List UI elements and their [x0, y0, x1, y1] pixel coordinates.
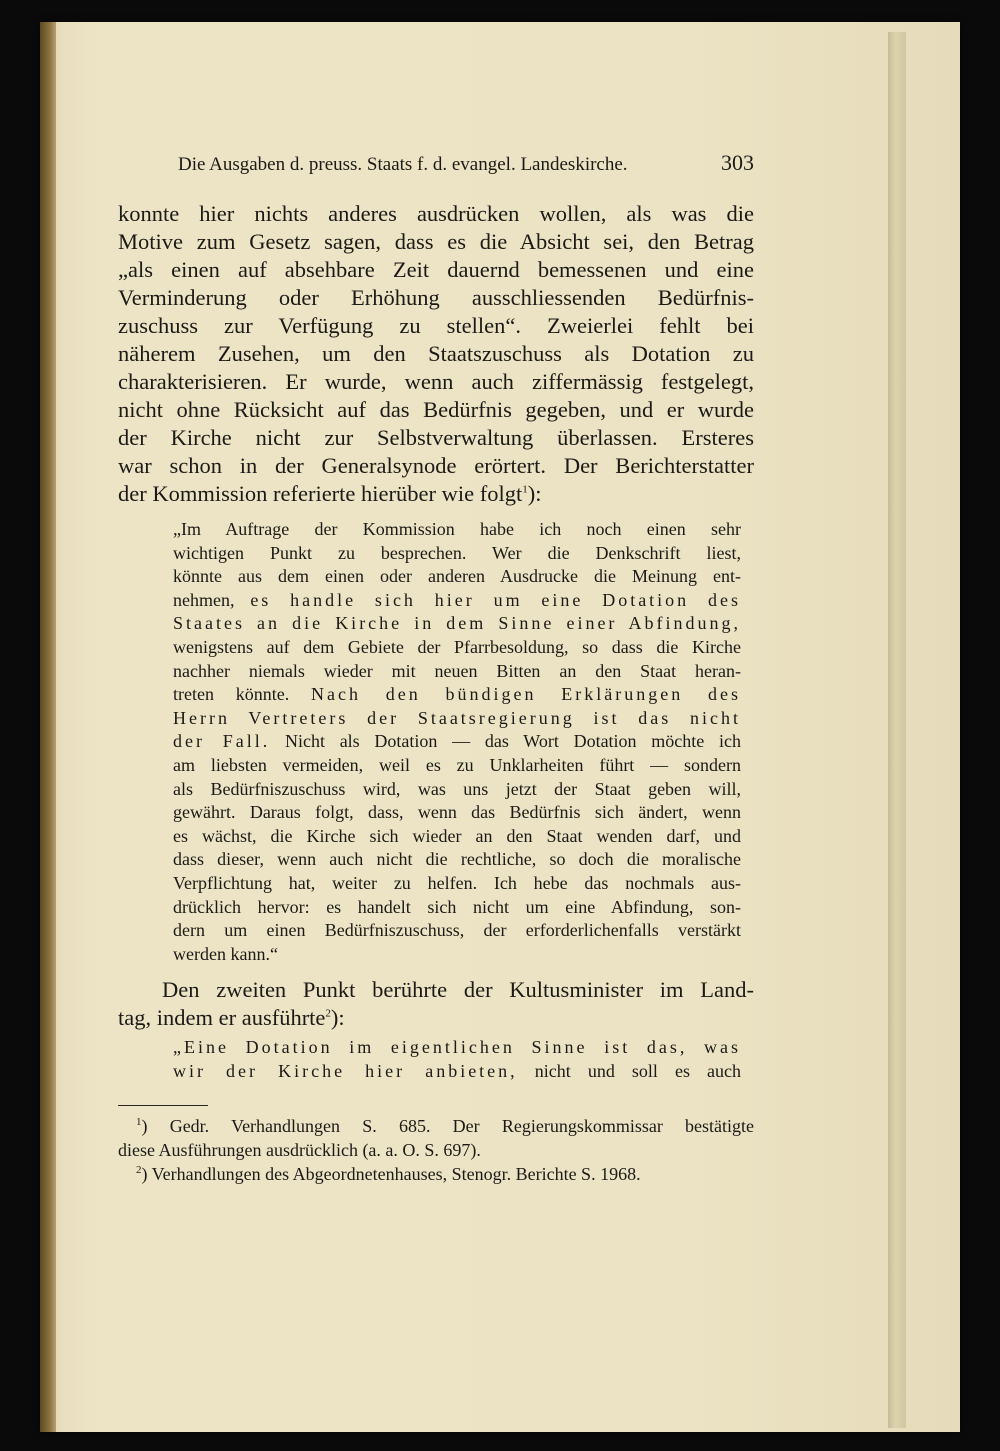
footnote-text: ) Verhandlungen des Abgeordnetenhauses, Stenogr. Berichte S. 1968. — [141, 1164, 641, 1185]
page-text-block — [118, 150, 754, 1186]
book-spine-edge — [40, 22, 56, 1432]
paragraph-line: konnte hier nichts anderes ausdrücken wollen, als was die — [118, 201, 754, 226]
quote-line: dass dieser, wenn auch nicht die rechtliche, so doch die moralische — [173, 849, 741, 870]
spaced-emphasis: es handle sich hier um eine Dotation des — [250, 589, 742, 610]
paragraph-line: Den zweiten Punkt berührte der Kultusminister im Land- — [162, 977, 754, 1003]
quote-text: treten könnte. — [173, 684, 290, 705]
paragraph-line: war schon in der Generalsynode erörtert. Der Berichterstatter — [118, 453, 754, 478]
quote-line: dern um einen Bedürfniszuschuss, der erforderlichenfalls verstärkt — [173, 920, 741, 941]
paragraph-line: Verminderung oder Erhöhung ausschliessenden Bedürfnis- — [118, 285, 754, 310]
quote-line — [173, 589, 741, 613]
footnote-marker: 2 — [136, 1164, 142, 1177]
quote-line: Verpflichtung hat, weiter zu helfen. Ich hebe das nochmals aus- — [173, 872, 741, 893]
block-quote-2 — [173, 1036, 741, 1083]
running-head — [178, 150, 754, 182]
quote-line: am liebsten vermeiden, weil es zu Unklarheiten führt — sondern — [173, 754, 741, 775]
quote-line: „Eine Dotation im eigentlichen Sinne ist das, was — [173, 1037, 741, 1058]
paragraph-line: nicht ohne Rücksicht auf das Bedürfnis gegeben, und er wurde — [118, 397, 754, 422]
spaced-emphasis: der Fall. — [173, 731, 271, 752]
quote-text: nicht und soll es auch — [534, 1060, 742, 1081]
paragraph-line — [118, 480, 754, 508]
running-head-title: Die Ausgaben d. preuss. Staats f. d. evangel. Landeskirche. — [178, 154, 628, 175]
quote-text: nehmen, — [173, 589, 235, 610]
paragraph-line: „als einen auf absehbare Zeit dauernd bemessenen und eine — [118, 257, 754, 282]
quote-line: „Im Auftrage der Kommission habe ich noch einen sehr — [173, 519, 741, 539]
quote-line: werden kann.“ — [173, 943, 278, 964]
quote-line: nachher niemals wieder mit neuen Bitten an den Staat heran- — [173, 660, 741, 681]
quote-line — [173, 1060, 741, 1084]
paragraph-line: der Kirche nicht zur Selbstverwaltung überlassen. Ersteres — [118, 425, 754, 450]
paragraph-text: ): — [527, 481, 542, 506]
paragraph-line — [118, 1004, 754, 1032]
paragraph-text: ): — [330, 1005, 345, 1031]
footnote-marker: 1 — [136, 1116, 142, 1129]
footnote-divider — [118, 1105, 208, 1106]
quote-line: Herrn Vertreters der Staatsregierung ist das nicht — [173, 707, 741, 728]
quote-line: als Bedürfniszuschuss wird, was uns jetzt der Staat geben will, — [173, 778, 741, 799]
paragraph-line: Motive zum Gesetz sagen, dass es die Absicht sei, den Betrag — [118, 229, 754, 254]
quote-line — [173, 730, 741, 754]
spaced-emphasis: Nach den bündigen Erklärungen des — [311, 684, 742, 705]
paragraph-1 — [118, 200, 754, 508]
paragraph-line: charakterisieren. Er wurde, wenn auch ziffermässig festgelegt, — [118, 369, 754, 394]
quote-line: wichtigen Punkt zu besprechen. Wer die Denkschrift liest, — [173, 542, 741, 563]
paragraph-2 — [118, 976, 754, 1032]
paragraph-text: tag, indem er ausführte — [118, 1005, 326, 1031]
footnote-ref: 2 — [325, 1007, 331, 1020]
quote-line: wenigstens auf dem Gebiete der Pfarrbesoldung, so dass die Kirche — [173, 636, 741, 657]
spaced-emphasis: wir der Kirche hier anbieten, — [173, 1060, 518, 1081]
page-fore-edge — [888, 32, 906, 1428]
quote-line: Staates an die Kirche in dem Sinne einer Abfindung, — [173, 613, 741, 634]
block-quote-1 — [173, 518, 741, 966]
footnote-text: ) Gedr. Verhandlungen S. 685. Der Regierungskommissar bestätigte — [141, 1116, 754, 1137]
footnote-line — [118, 1162, 754, 1186]
paragraph-line: zuschuss zur Verfügung zu stellen“. Zweierlei fehlt bei — [118, 313, 754, 338]
quote-line: könnte aus dem einen oder anderen Ausdrucke die Meinung ent- — [173, 566, 741, 587]
paragraph-line: näherem Zusehen, um den Staatszuschuss als Dotation zu — [118, 341, 754, 366]
page-number: 303 — [721, 150, 754, 175]
quote-line: gewährt. Daraus folgt, dass, wenn das Bedürfnis sich ändert, wenn — [173, 802, 741, 823]
quote-line — [173, 683, 741, 707]
paragraph-text: der Kommission referierte hierüber wie folgt — [118, 481, 523, 506]
quote-text: Nicht als Dotation — das Wort Dotation möchte ich — [284, 731, 741, 752]
quote-line: es wächst, die Kirche sich wieder an den Staat wenden darf, und — [173, 825, 741, 846]
footnote-line: diese Ausführungen ausdrücklich (a. a. O. S. 697). — [118, 1140, 481, 1161]
footnotes — [118, 1114, 754, 1186]
footnote-ref: 1 — [522, 483, 528, 496]
quote-line: drücklich hervor: es handelt sich nicht um eine Abfindung, son- — [173, 896, 741, 917]
footnote-line — [118, 1114, 754, 1138]
